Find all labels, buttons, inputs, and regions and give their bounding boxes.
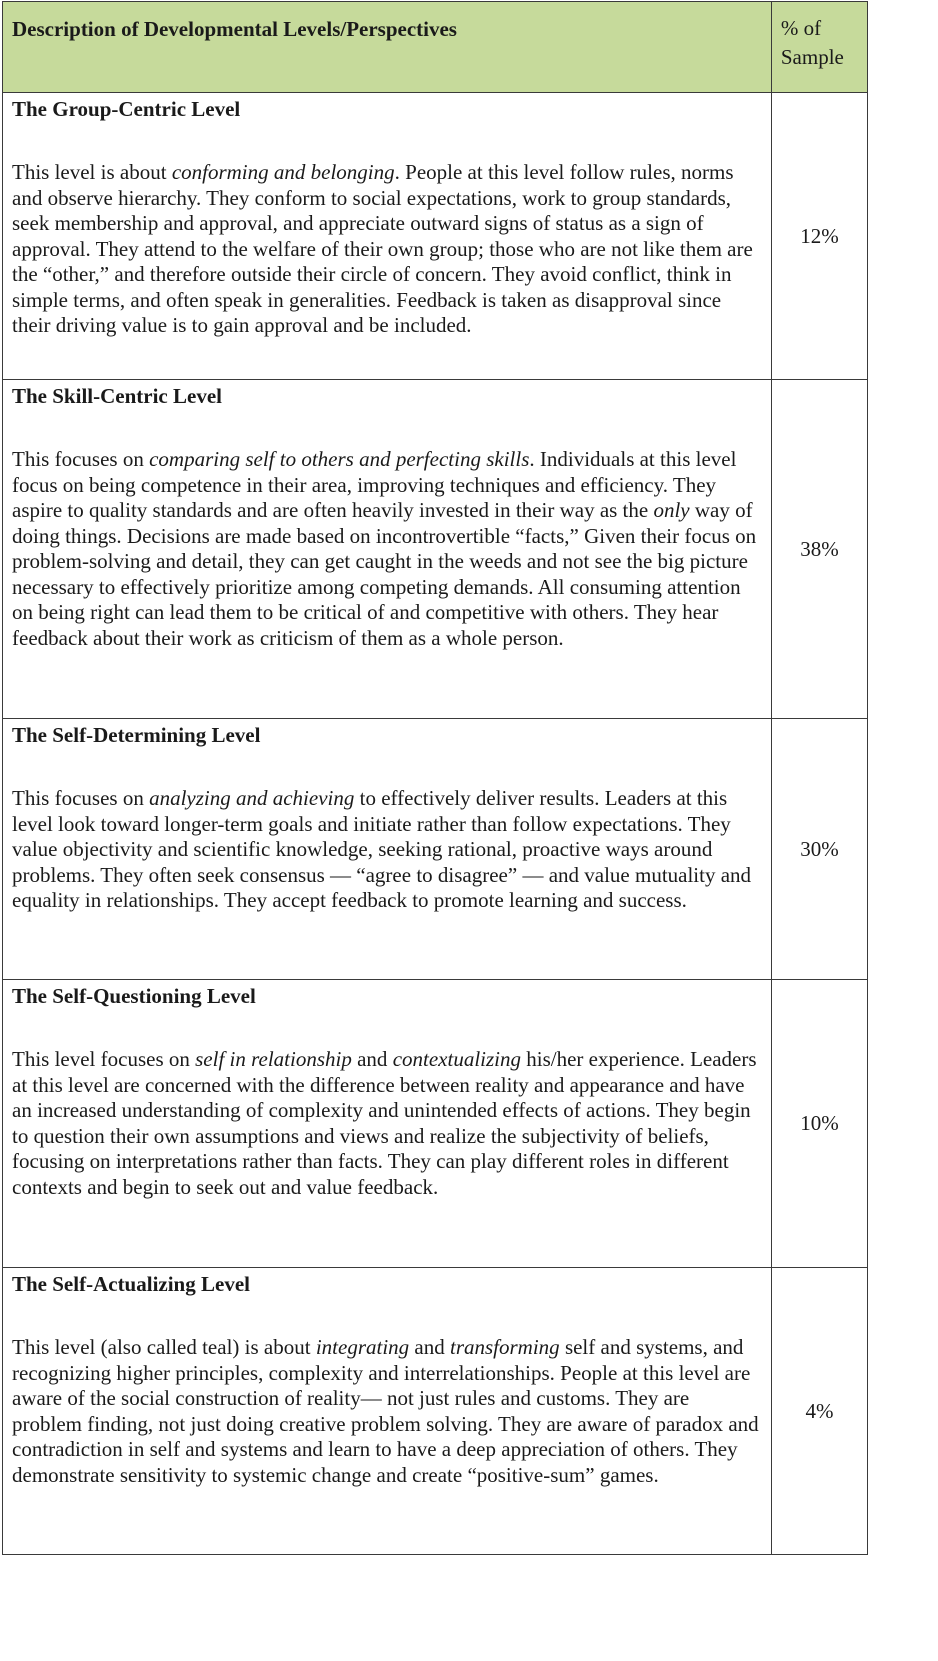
level-title: The Skill-Centric Level xyxy=(12,384,222,408)
level-description-cell xyxy=(3,719,772,980)
table-row xyxy=(3,980,868,1268)
level-description: This level (also called teal) is about integrating and transforming self and systems, and recognizing higher principles, complexity and interrelationships. People at this level are aware of the social construction of reality— not just rules and customs. They are problem finding, not just doing creative problem solving. They are aware of paradox and contradiction in self and systems and learn to have a deep appreciation of others. They demonstrate sensitivity to systemic change and create “positive-sum” games. xyxy=(12,1335,759,1487)
emphasized-phrase: transforming xyxy=(450,1335,560,1359)
table-row xyxy=(3,719,868,980)
table-row xyxy=(3,1268,868,1555)
emphasized-phrase: self in relationship xyxy=(195,1047,352,1071)
emphasized-phrase: conforming and belonging xyxy=(171,160,395,184)
level-percent: 38% xyxy=(771,380,867,719)
level-description-cell xyxy=(3,380,772,719)
percent-column-header xyxy=(771,2,867,93)
table-row xyxy=(3,93,868,380)
level-title: The Group-Centric Level xyxy=(12,97,241,121)
percent-header-line-2: Sample xyxy=(780,45,844,69)
developmental-levels-table xyxy=(2,1,868,1555)
emphasized-phrase: only xyxy=(653,498,690,522)
emphasized-phrase: integrating xyxy=(315,1335,410,1359)
level-percent: 30% xyxy=(771,719,867,980)
level-title: The Self-Questioning Level xyxy=(12,984,256,1008)
level-description-cell xyxy=(3,980,772,1268)
level-title: The Self-Actualizing Level xyxy=(12,1272,250,1296)
emphasized-phrase: comparing self to others and perfecting skills xyxy=(149,447,530,471)
level-description: This focuses on analyzing and achieving to effectively deliver results. Leaders at this level look toward longer-term goals and initiate rather than follow expectations. They value objectivity and scientific knowledge, seeking rational, proactive ways around problems. They often seek consensus — “agree to disagree” — and value mutuality and equality in relationships. They accept feedback to promote learning and success. xyxy=(12,786,752,912)
table-row xyxy=(3,380,868,719)
description-column-header: Description of Developmental Levels/Perspectives xyxy=(3,2,772,93)
emphasized-phrase: analyzing and achieving xyxy=(149,786,355,810)
level-description-cell xyxy=(3,1268,772,1555)
emphasized-phrase: contextualizing xyxy=(392,1047,521,1071)
level-description: This focuses on comparing self to others and perfecting skills. Individuals at this level focus on being competence in their area, improving techniques and efficiency. They aspire to quality standards and are often heavily invested in their way as the only way of doing things. Decisions are made based on incontrovertible “facts,” Given their focus on problem-solving and detail, they can get caught in the weeds and not see the big picture necessary to effectively prioritize among competing demands. All consuming attention on being right can lead them to be critical of and competitive with others. They hear feedback about their work as criticism of them as a whole person. xyxy=(12,447,757,650)
table-header-row xyxy=(3,2,868,93)
percent-header-line-1: % of xyxy=(780,16,822,40)
level-title: The Self-Determining Level xyxy=(12,723,261,747)
level-description: This level is about conforming and belonging. People at this level follow rules, norms and observe hierarchy. They conform to social expectations, work to group standards, seek membership and approval, and appreciate outward signs of status as a sign of approval. They attend to the welfare of their own group; those who are not like them are the “other,” and therefore outside their circle of concern. They avoid conflict, think in simple terms, and often speak in generalities. Feedback is taken as disapproval since their driving value is to gain approval and be included. xyxy=(12,160,753,337)
level-description-cell xyxy=(3,93,772,380)
level-percent: 4% xyxy=(771,1268,867,1555)
level-percent: 10% xyxy=(771,980,867,1268)
level-percent: 12% xyxy=(771,93,867,380)
level-description: This level focuses on self in relationship and contextualizing his/her experience. Leaders at this level are concerned with the difference between reality and appearance and have an increased understanding of complexity and unintended effects of actions. They begin to question their own assumptions and views and realize the subjectivity of beliefs, focusing on interpretations rather than facts. They can play different roles in different contexts and begin to seek out and value feedback. xyxy=(12,1047,757,1199)
